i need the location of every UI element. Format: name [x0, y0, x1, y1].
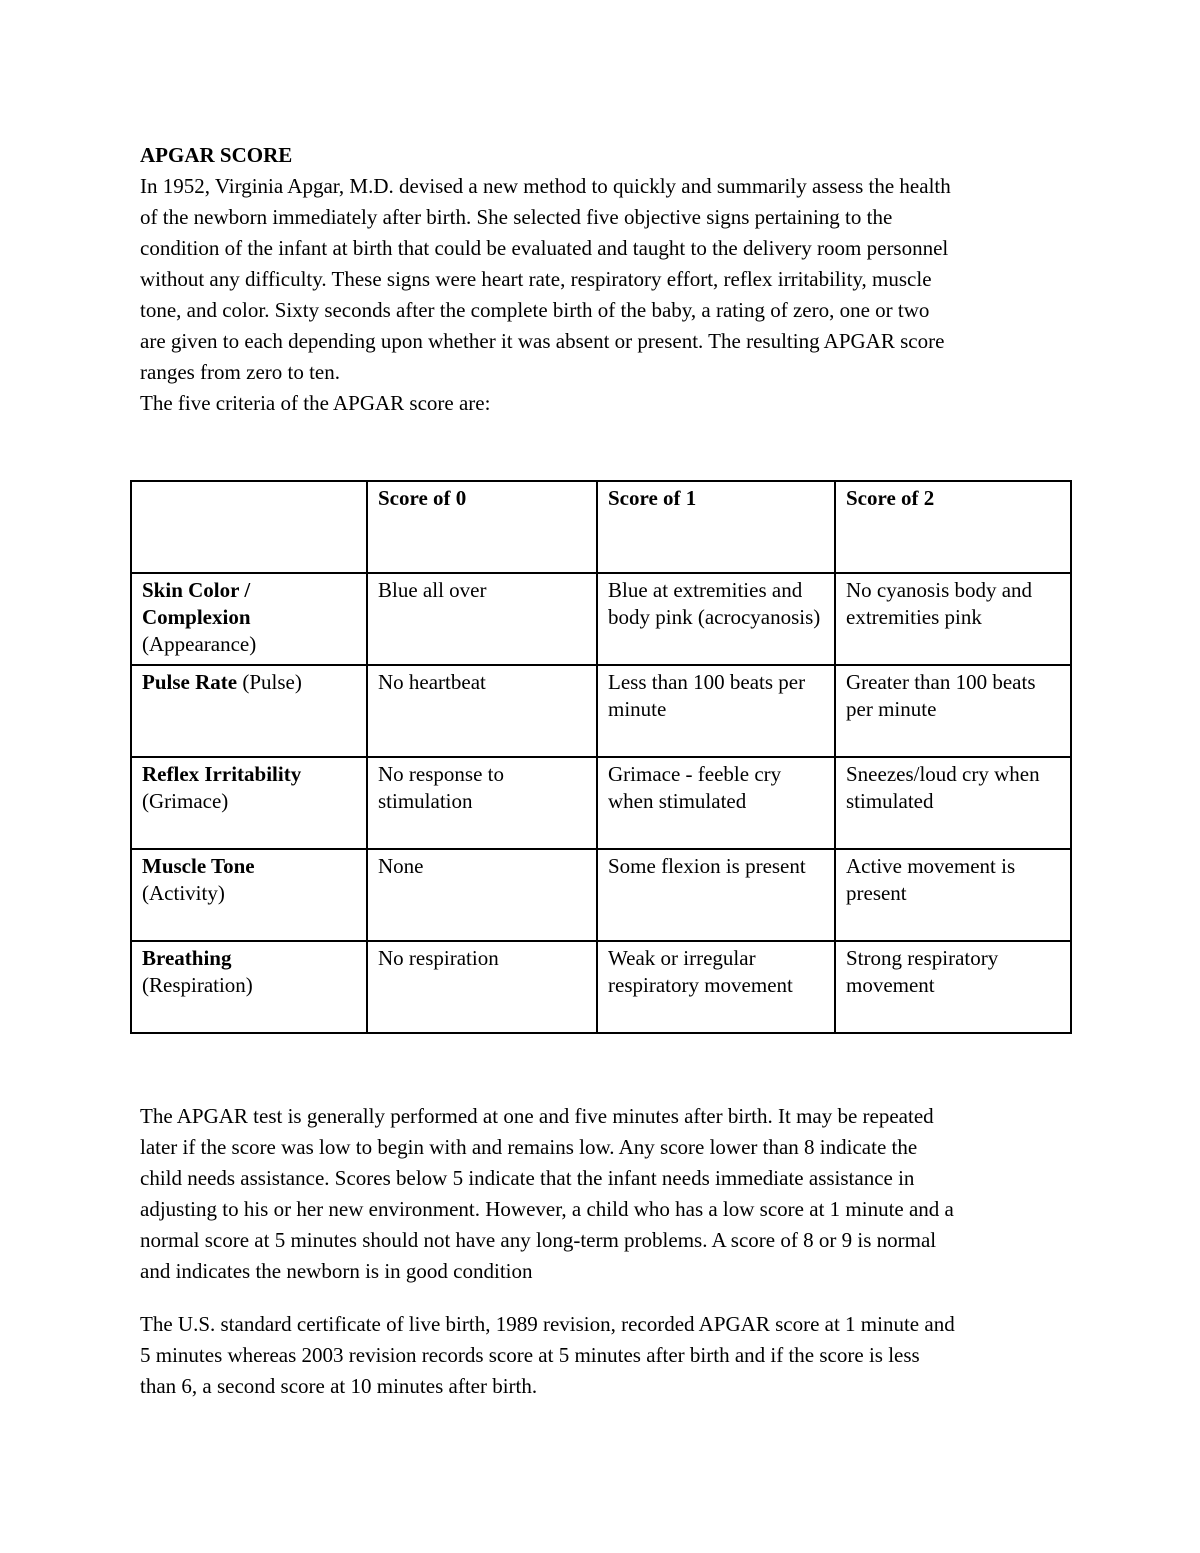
criterion-name: Muscle Tone	[142, 854, 255, 878]
criterion-cell	[131, 665, 367, 757]
table-row	[131, 849, 1071, 941]
criterion-name: Breathing	[142, 946, 232, 970]
intro-paragraph	[140, 171, 1070, 388]
certificate-paragraph	[140, 1309, 1070, 1402]
score0-cell: Blue all over	[367, 573, 597, 665]
intro-line: ranges from zero to ten.	[140, 360, 341, 384]
table-header-cell: Score of 2	[835, 481, 1071, 573]
table-row	[131, 941, 1071, 1033]
score0-cell: No heartbeat	[367, 665, 597, 757]
criterion-name: Skin Color / Complexion	[142, 578, 251, 629]
score0-cell: None	[367, 849, 597, 941]
score2-cell: No cyanosis body and extremities pink	[835, 573, 1071, 665]
score0-cell: No response to stimulation	[367, 757, 597, 849]
score0-cell: No respiration	[367, 941, 597, 1033]
paragraph-line: later if the score was low to begin with and remains low. Any score lower than 8 indicate the	[140, 1135, 918, 1159]
criterion-name: Reflex Irritability	[142, 762, 302, 786]
document-title: APGAR SCORE	[140, 143, 293, 167]
apgar-table	[130, 480, 1072, 1034]
paragraph-line: than 6, a second score at 10 minutes after birth.	[140, 1374, 538, 1398]
score1-cell: Less than 100 beats per minute	[597, 665, 835, 757]
intro-line: are given to each depending upon whether it was absent or present. The resulting APGAR score	[140, 329, 945, 353]
table-row	[131, 573, 1071, 665]
score1-cell: Grimace - feeble cry when stimulated	[597, 757, 835, 849]
intro-line: condition of the infant at birth that could be evaluated and taught to the delivery room personnel	[140, 236, 949, 260]
score1-cell: Weak or irregular respiratory movement	[597, 941, 835, 1033]
table-row	[131, 665, 1071, 757]
criterion-alias: (Appearance)	[142, 632, 257, 656]
intro-line: In 1952, Virginia Apgar, M.D. devised a new method to quickly and summarily assess the health	[140, 174, 951, 198]
criterion-alias: (Pulse)	[242, 670, 302, 694]
score2-cell: Sneezes/loud cry when stimulated	[835, 757, 1071, 849]
criteria-intro: The five criteria of the APGAR score are:	[140, 391, 491, 415]
criterion-cell	[131, 573, 367, 665]
paragraph-line: normal score at 5 minutes should not have any long-term problems. A score of 8 or 9 is normal	[140, 1228, 937, 1252]
paragraph-line: The U.S. standard certificate of live birth, 1989 revision, recorded APGAR score at 1 minute and	[140, 1312, 955, 1336]
paragraph-line: and indicates the newborn is in good condition	[140, 1259, 533, 1283]
document-page	[140, 140, 1070, 419]
table-header-cell	[131, 481, 367, 573]
paragraph-line: child needs assistance. Scores below 5 indicate that the infant needs immediate assistance in	[140, 1166, 915, 1190]
criterion-cell	[131, 849, 367, 941]
criterion-cell	[131, 941, 367, 1033]
table-header-cell: Score of 1	[597, 481, 835, 573]
score1-cell: Blue at extremities and body pink (acrocyanosis)	[597, 573, 835, 665]
criterion-alias: (Grimace)	[142, 789, 229, 813]
paragraph-line: adjusting to his or her new environment. However, a child who has a low score at 1 minute and a	[140, 1197, 954, 1221]
results-paragraph	[140, 1101, 1070, 1287]
after-table-section	[140, 1101, 1070, 1402]
table-row	[131, 757, 1071, 849]
criterion-alias: (Respiration)	[142, 973, 253, 997]
table-header-row	[131, 481, 1071, 573]
intro-line: of the newborn immediately after birth. She selected five objective signs pertaining to the	[140, 205, 893, 229]
intro-line: without any difficulty. These signs were heart rate, respiratory effort, reflex irritability, muscle	[140, 267, 932, 291]
paragraph-line: 5 minutes whereas 2003 revision records score at 5 minutes after birth and if the score is less	[140, 1343, 920, 1367]
criterion-name: Pulse Rate	[142, 670, 238, 694]
criterion-cell	[131, 757, 367, 849]
score1-cell: Some flexion is present	[597, 849, 835, 941]
criterion-alias: (Activity)	[142, 881, 225, 905]
paragraph-line: The APGAR test is generally performed at one and five minutes after birth. It may be repeated	[140, 1104, 934, 1128]
intro-line: tone, and color. Sixty seconds after the complete birth of the baby, a rating of zero, one or two	[140, 298, 930, 322]
score2-cell: Strong respiratory movement	[835, 941, 1071, 1033]
score2-cell: Active movement is present	[835, 849, 1071, 941]
score2-cell: Greater than 100 beats per minute	[835, 665, 1071, 757]
table-header-cell: Score of 0	[367, 481, 597, 573]
